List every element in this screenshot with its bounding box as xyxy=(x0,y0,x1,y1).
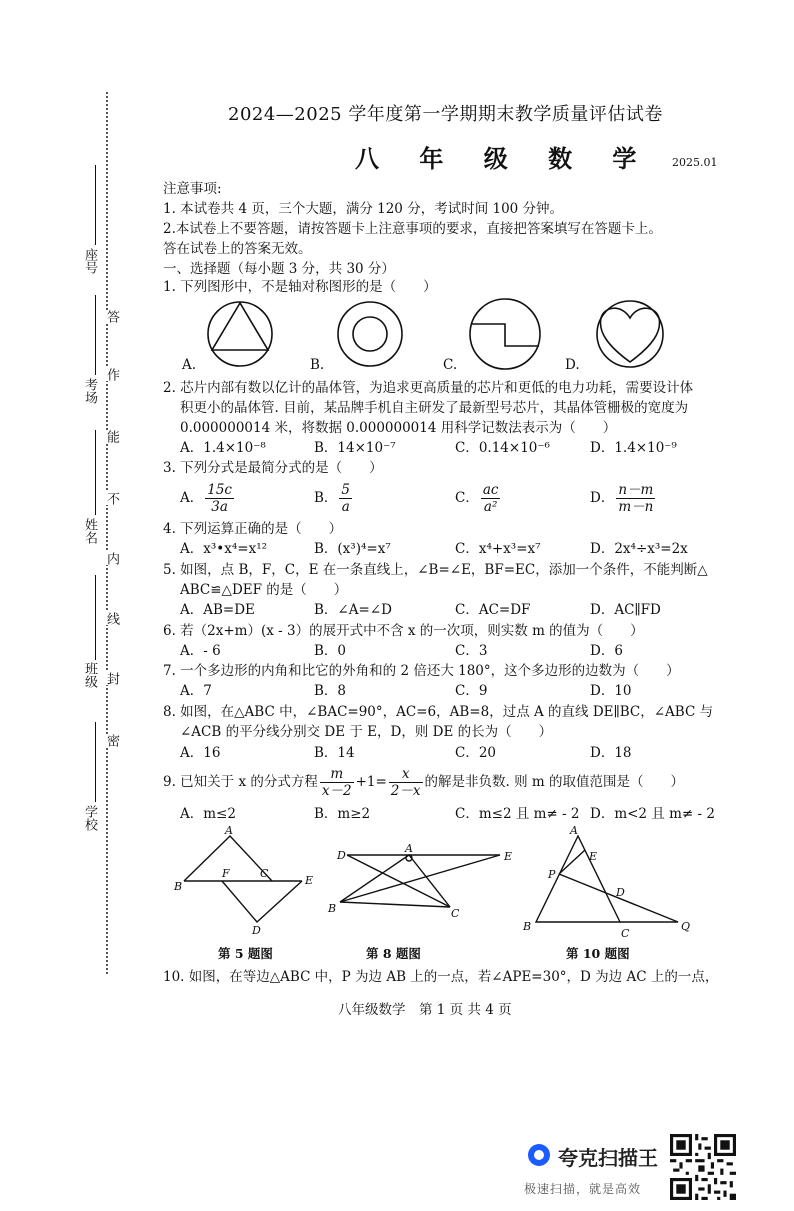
q8-stem-1: 8. 如图，在△ABC 中，∠BAC=90°，AC=6，AB=8，过点 A 的直线 DE∥BC，∠ABC 与 xyxy=(163,704,714,720)
binding-warning-5: 内 xyxy=(104,552,119,565)
q3-fraction-a: $\frac{15c}{3a}$ xyxy=(207,482,232,515)
figure-10 xyxy=(518,826,698,941)
q7-option-c[interactable]: C．9 xyxy=(455,683,488,699)
q5-option-c[interactable]: C．AC=DF xyxy=(455,602,531,618)
q3-option-c[interactable] xyxy=(455,481,502,515)
q1-figure-a xyxy=(208,302,272,366)
q5-option-a[interactable]: A．AB=DE xyxy=(180,602,255,618)
seat-field[interactable] xyxy=(95,165,96,245)
fig10-label-e: E xyxy=(589,850,598,863)
binding-warning-4: 不 xyxy=(104,492,119,505)
q3-fraction-c: $\frac{ac}{\text{a²}}$ xyxy=(482,482,499,515)
figure-5-caption: 第 5 题图 xyxy=(218,946,273,961)
q1-option-c[interactable]: C. xyxy=(443,357,458,373)
class-field[interactable] xyxy=(95,575,96,660)
q5-option-b[interactable]: B．∠A=∠D xyxy=(314,602,392,618)
fig8-label-b: B xyxy=(328,902,337,915)
q8-option-c[interactable]: C．20 xyxy=(455,745,497,761)
q3-fraction-d: $\frac{n-m}{m-n}$ xyxy=(618,482,654,515)
q3-option-a[interactable] xyxy=(180,481,236,515)
q6-option-a[interactable]: A．- 6 xyxy=(180,643,221,659)
q2-stem-2: 积更小的晶体管. 目前，某品牌手机自主研发了最新型号芯片，其晶体管栅极的宽度为 xyxy=(180,400,689,416)
q8-option-b[interactable]: B．14 xyxy=(314,745,355,761)
fig10-label-q: Q xyxy=(681,920,691,933)
binding-warning-7: 封 xyxy=(104,672,119,685)
room-label: 考场 xyxy=(82,378,97,404)
q9-option-b[interactable]: B．m≥2 xyxy=(314,806,371,822)
exam-date: 2025.01 xyxy=(672,156,718,169)
q2-option-c[interactable]: C．0.14×10⁻⁶ xyxy=(455,440,550,456)
section-heading: 一、选择题（每小题 3 分，共 30 分） xyxy=(163,261,395,277)
fig10-label-d: D xyxy=(616,886,625,899)
subject-title: 八 年 级 数 学 xyxy=(355,144,653,173)
notes-heading: 注意事项: xyxy=(163,181,222,197)
q2-option-b[interactable]: B．14×10⁻⁷ xyxy=(314,440,396,456)
figure-5 xyxy=(172,824,322,939)
brand-logo-icon xyxy=(528,1144,550,1166)
class-label: 班级 xyxy=(82,662,97,688)
brand-slogan: 极速扫描，就是高效 xyxy=(524,1182,642,1196)
q1-figures xyxy=(160,296,680,374)
q6-stem: 6. 若（2x+m）(x - 3）的展开式中不含 x 的一次项，则实数 m 的值为（ ） xyxy=(163,623,644,639)
q10-stem: 10. 如图，在等边△ABC 中，P 为边 AB 上的一点，若∠APE=30°，D 为边 AC 上的一点， xyxy=(163,969,719,985)
q2-option-a[interactable]: A．1.4×10⁻⁸ xyxy=(180,440,266,456)
q9-stem-end: 的解是非负数. 则 m 的取值范围是（ ） xyxy=(424,774,684,790)
fig10-label-b: B xyxy=(523,920,532,933)
room-field[interactable] xyxy=(95,295,96,375)
q7-option-b[interactable]: B．8 xyxy=(314,683,347,699)
binding-warning-6: 线 xyxy=(104,612,119,625)
q4-option-a[interactable]: A．x³•x⁴=x¹² xyxy=(180,541,268,557)
notes-item-3: 答在试卷上的答案无效。 xyxy=(163,241,312,257)
q8-stem-2: ∠ACB 的平分线分别交 DE 于 E，D，则 DE 的长为（ ） xyxy=(180,724,553,740)
q9-stem-start: 9. 已知关于 x 的分式方程 xyxy=(163,774,318,790)
q5-stem-1: 5. 如图，点 B，F，C，E 在一条直线上，∠B=∠E，BF=EC，添加一个条件，不能判断△ xyxy=(163,562,708,578)
q5-stem-2: ABC≌△DEF 的是（ ） xyxy=(180,582,348,598)
binding-warning-8: 密 xyxy=(104,734,119,747)
q4-option-c[interactable]: C．x⁴+x³=x⁷ xyxy=(455,541,541,557)
binding-warning-3: 能 xyxy=(104,430,119,443)
seat-label: 座号 xyxy=(82,248,97,274)
q1-option-d[interactable]: D. xyxy=(565,357,580,373)
fig5-label-f: F xyxy=(222,867,230,880)
exam-title: 2024—2025 学年度第一学期期末教学质量评估试卷 xyxy=(228,104,663,125)
q9-stem xyxy=(163,764,684,800)
q4-option-d[interactable]: D．2x⁴÷x³=2x xyxy=(590,541,688,557)
q9-option-c[interactable]: C．m≤2 且 m≠ - 2 xyxy=(455,806,580,822)
q2-stem-1: 2. 芯片内部有数以亿计的晶体管，为追求更高质量的芯片和更低的电力功耗，需要设计体 xyxy=(163,380,694,396)
figure-8-caption: 第 8 题图 xyxy=(366,946,421,961)
binding-warning-2: 作 xyxy=(104,368,119,381)
binding-dotted-line xyxy=(106,92,108,974)
figure-8 xyxy=(325,842,525,927)
q4-option-b[interactable]: B．(x³)⁴=x⁷ xyxy=(314,541,391,557)
qr-code-icon xyxy=(670,1134,736,1200)
fig8-label-d: D xyxy=(337,849,346,862)
name-field[interactable] xyxy=(95,430,96,515)
q3-stem: 3. 下列分式是最简分式的是（ ） xyxy=(163,460,383,476)
name-label: 姓名 xyxy=(82,518,97,544)
notes-item-2: 2.本试卷上不要答题，请按答题卡上注意事项的要求，直接把答案填写在答题卡上。 xyxy=(163,221,662,237)
q2-option-d[interactable]: D．1.4×10⁻⁹ xyxy=(590,440,677,456)
notes-item-1: 1. 本试卷共 4 页，三个大题，满分 120 分，考试时间 100 分钟。 xyxy=(163,201,564,217)
q5-option-d[interactable]: D．AC∥FD xyxy=(590,602,661,618)
q9-fraction-2: $\frac{x}{2-x}$ xyxy=(390,766,421,799)
q1-option-b[interactable]: B. xyxy=(310,357,325,373)
page-footer: 八年级数学 第 1 页 共 4 页 xyxy=(338,1002,512,1018)
q9-stem-mid: +1= xyxy=(355,774,387,790)
q7-stem: 7. 一个多边形的内角和比它的外角和的 2 倍还大 180°，这个多边形的边数为（ ） xyxy=(163,663,680,679)
q4-stem: 4. 下列运算正确的是（ ） xyxy=(163,521,343,537)
q1-figure-d xyxy=(597,301,663,367)
fig10-label-a: A xyxy=(570,826,578,837)
q3-option-b-label: B． xyxy=(314,490,338,506)
q7-option-d[interactable]: D．10 xyxy=(590,683,632,699)
brand-name: 夸克扫描王 xyxy=(558,1146,658,1170)
q3-option-d[interactable] xyxy=(590,481,657,515)
q9-fraction-1: $\frac{m}{x-2}$ xyxy=(321,766,352,799)
school-label: 学校 xyxy=(82,805,97,831)
q1-option-a[interactable]: A. xyxy=(182,357,197,373)
q6-option-d[interactable]: D．6 xyxy=(590,643,623,659)
fig5-label-e: E xyxy=(305,874,314,887)
fig8-label-c: C xyxy=(451,907,460,920)
q2-stem-3: 0.000000014 米，将数据 0.000000014 用科学记数法表示为（ ） xyxy=(180,420,617,436)
q3-option-c-label: C． xyxy=(455,490,479,506)
q1-figure-c xyxy=(470,299,540,369)
school-field[interactable] xyxy=(95,722,96,802)
q3-option-a-label: A． xyxy=(180,490,204,506)
fig10-label-p: P xyxy=(548,868,556,881)
fig8-label-a: A xyxy=(405,842,413,855)
q8-option-a[interactable]: A．16 xyxy=(180,745,221,761)
q3-fraction-b: $\frac{5}{a}$ xyxy=(341,482,351,515)
binding-warning-1: 答 xyxy=(104,310,119,323)
fig5-label-b: B xyxy=(174,880,183,893)
q6-option-c[interactable]: C．3 xyxy=(455,643,488,659)
q7-option-a[interactable]: A．7 xyxy=(180,683,212,699)
q3-option-b[interactable] xyxy=(314,481,354,515)
q1-figure-b xyxy=(338,302,402,366)
fig5-label-c: C xyxy=(260,867,269,880)
fig8-label-e: E xyxy=(504,850,513,863)
q9-option-a[interactable]: A．m≤2 xyxy=(180,806,236,822)
q6-option-b[interactable]: B．0 xyxy=(314,643,347,659)
fig10-label-c: C xyxy=(621,927,630,940)
q3-option-d-label: D． xyxy=(590,490,615,506)
fig5-label-d: D xyxy=(252,924,261,937)
figure-10-caption: 第 10 题图 xyxy=(566,946,630,961)
q8-option-d[interactable]: D．18 xyxy=(590,745,632,761)
fig5-label-a: A xyxy=(225,824,233,837)
q9-option-d[interactable]: D．m<2 且 m≠ - 2 xyxy=(590,806,715,822)
q1-stem: 1. 下列图形中，不是轴对称图形的是（ ） xyxy=(163,279,437,295)
